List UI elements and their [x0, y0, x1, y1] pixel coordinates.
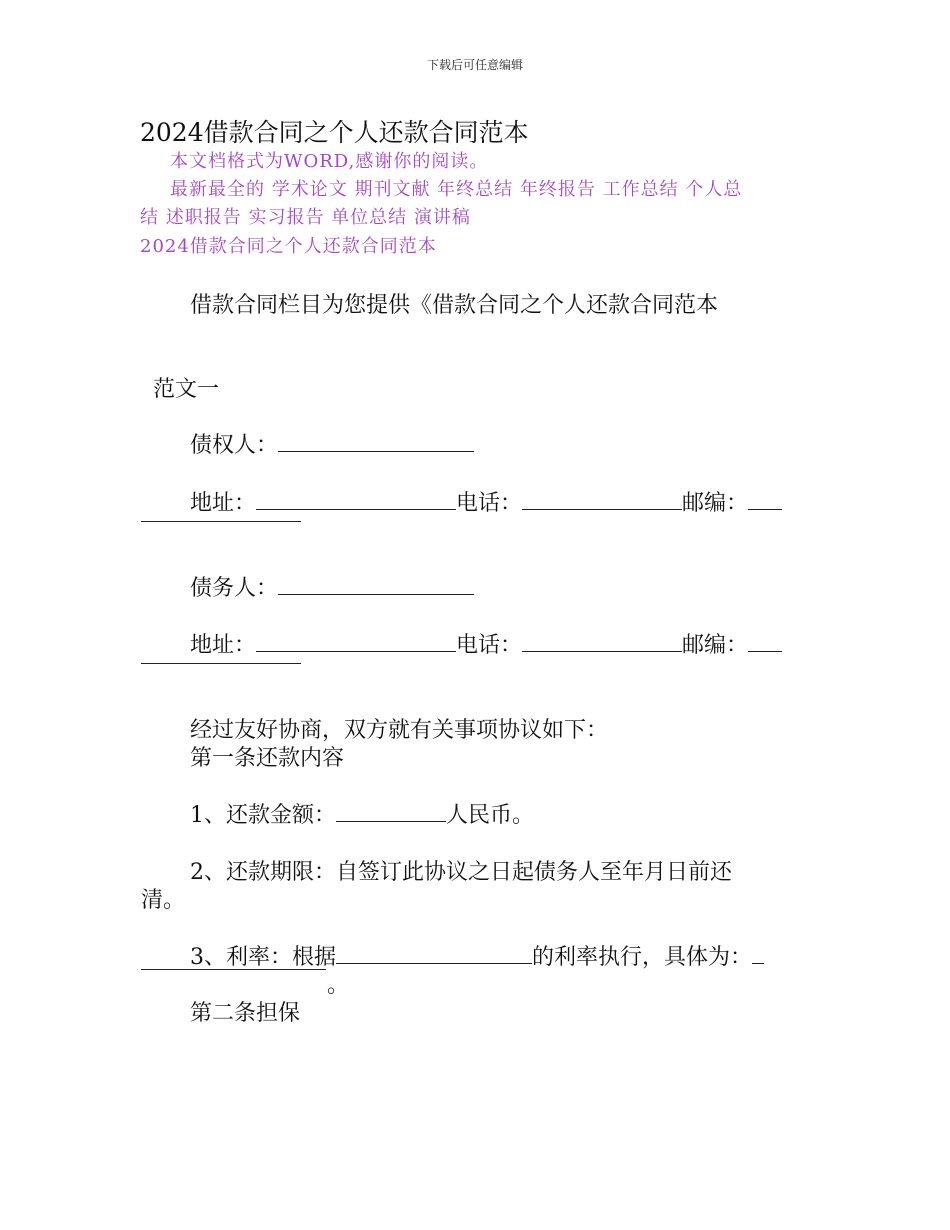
promo-line-4: 2024借款合同之个人还款合同范本	[140, 236, 437, 257]
creditor-address-label: 地址：	[190, 491, 257, 516]
creditor-phone-label: 电话：	[456, 491, 523, 516]
creditor-zip-blank	[748, 491, 782, 510]
promo-line-2: 最新最全的 学术论文 期刊文献 年终总结 年终报告 工作总结 个人总	[170, 179, 743, 200]
item-3-source-blank	[336, 945, 532, 964]
section-heading: 范文一	[153, 377, 220, 402]
debtor-row	[190, 571, 474, 602]
article-1-heading: 第一条还款内容	[190, 746, 345, 771]
item-1-suffix: 人民币。	[446, 803, 535, 828]
creditor-zip-label: 邮编：	[682, 491, 749, 516]
debtor-phone-blank	[522, 633, 682, 652]
item-3-end: 。	[327, 973, 350, 998]
debtor-address-label: 地址：	[190, 633, 257, 658]
promo-line-3: 结 述职报告 实习报告 单位总结 演讲稿	[140, 207, 471, 228]
debtor-address-row	[190, 628, 782, 659]
article-2-heading: 第二条担保	[190, 1001, 301, 1026]
debtor-phone-label: 电话：	[456, 633, 523, 658]
item-2-line-2: 清。	[141, 888, 186, 913]
debtor-address-blank	[256, 633, 456, 652]
creditor-phone-blank	[522, 491, 682, 510]
creditor-address-row	[190, 486, 782, 517]
creditor-blank	[278, 433, 474, 452]
creditor-zip-blank-continued	[141, 521, 301, 522]
item-1-blank	[336, 803, 446, 822]
debtor-zip-label: 邮编：	[682, 633, 749, 658]
creditor-label: 债权人：	[190, 433, 279, 458]
item-3-rate-blank	[752, 945, 764, 964]
page-header: 下载后可任意编辑	[426, 58, 523, 72]
item-3-middle: 的利率执行，具体为：	[532, 945, 753, 970]
item-3-prefix: 3、利率：根据	[190, 945, 336, 970]
document-title: 2024借款合同之个人还款合同范本	[140, 118, 529, 147]
intro-paragraph: 借款合同栏目为您提供《借款合同之个人还款合同范本	[190, 293, 719, 318]
promo-line-1: 本文档格式为WORD,感谢你的阅读。	[170, 151, 489, 172]
item-1-row	[190, 798, 534, 829]
item-2-line-1: 2、还款期限：自签订此协议之日起债务人至年月日前还	[190, 860, 732, 885]
item-1-prefix: 1、还款金额：	[190, 803, 336, 828]
debtor-zip-blank	[748, 633, 782, 652]
debtor-zip-blank-continued	[141, 663, 301, 664]
item-3-rate-blank-continued	[141, 969, 326, 970]
creditor-row	[190, 428, 474, 459]
agreement-paragraph: 经过友好协商，双方就有关事项协议如下：	[190, 718, 609, 743]
creditor-address-blank	[256, 491, 456, 510]
debtor-blank	[278, 576, 474, 595]
debtor-label: 债务人：	[190, 576, 279, 601]
item-3-row	[190, 940, 764, 971]
